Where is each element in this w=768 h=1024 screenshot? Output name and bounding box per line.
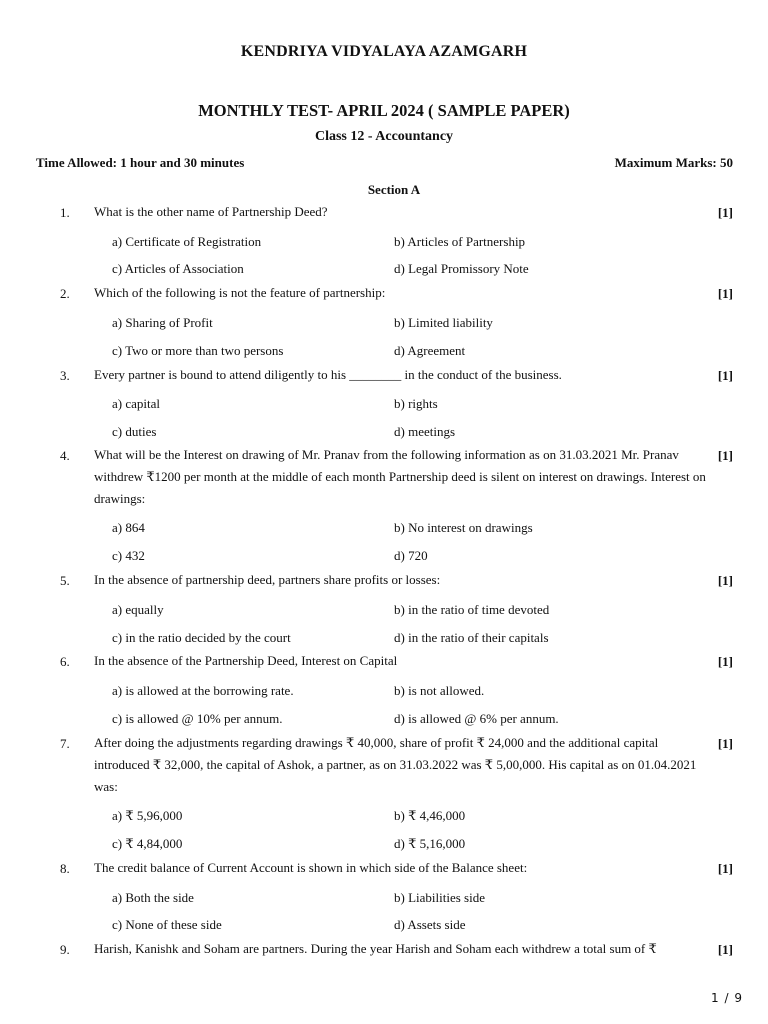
option-c: c) ₹ 4,84,000 [112, 836, 183, 851]
question-number: 1. [60, 205, 70, 220]
option-d: d) meetings [394, 424, 456, 439]
school-name: KENDRIYA VIDYALAYA AZAMGARH [240, 43, 528, 60]
option-a: a) is allowed at the borrowing rate. [112, 683, 294, 698]
option-a: a) 864 [112, 520, 145, 535]
question-text: What is the other name of Partnership Deed? [94, 204, 328, 219]
section-heading: Section A [367, 182, 421, 197]
option-d: d) ₹ 5,16,000 [394, 836, 466, 851]
time-allowed: Time Allowed: 1 hour and 30 minutes [36, 155, 245, 170]
option-b: b) Liabilities side [394, 890, 485, 905]
question-marks: [1] [717, 736, 733, 751]
question-marks: [1] [717, 448, 733, 463]
option-b: b) rights [394, 396, 438, 411]
option-d: d) Legal Promissory Note [394, 261, 529, 276]
question-text: Every partner is bound to attend diligently to his ________ in the conduct of the business. [94, 367, 562, 382]
option-d: d) Assets side [394, 917, 466, 932]
question-text: What will be the Interest on drawing of Mr. Pranav from the following information as on 31.03.2021 Mr. Pranav withdrew ₹1200 per month at the middle of each month Partnership deed is silent on interest on drawings. Interest on drawings: [94, 447, 706, 506]
option-a: a) Certificate of Registration [112, 234, 262, 249]
question-text: In the absence of partnership deed, partners share profits or losses: [94, 572, 441, 587]
option-c: c) 432 [112, 548, 145, 563]
test-title: MONTHLY TEST- APRIL 2024 ( SAMPLE PAPER) [198, 101, 570, 120]
question-marks: [1] [717, 205, 733, 220]
option-b: b) in the ratio of time devoted [394, 602, 550, 617]
question-text: Harish, Kanishk and Soham are partners. During the year Harish and Soham each withdrew a total sum of ₹ [94, 941, 657, 956]
question-number: 9. [60, 942, 70, 957]
option-c: c) is allowed @ 10% per annum. [112, 711, 283, 726]
question-marks: [1] [717, 861, 733, 876]
question-number: 7. [60, 736, 70, 751]
option-c: c) Articles of Association [112, 261, 244, 276]
option-a: a) capital [112, 396, 160, 411]
question-marks: [1] [717, 286, 733, 301]
question-number: 8. [60, 861, 70, 876]
question-number: 5. [60, 573, 70, 588]
question-text: In the absence of the Partnership Deed, Interest on Capital [94, 653, 398, 668]
option-a: a) equally [112, 602, 164, 617]
option-d: d) Agreement [394, 343, 466, 358]
question-marks: [1] [717, 573, 733, 588]
option-b: b) Limited liability [394, 315, 493, 330]
option-c: c) None of these side [112, 917, 222, 932]
option-d: d) 720 [394, 548, 428, 563]
option-a: a) Sharing of Profit [112, 315, 213, 330]
option-b: b) ₹ 4,46,000 [394, 808, 466, 823]
question-number: 4. [60, 448, 70, 463]
question-marks: [1] [717, 368, 733, 383]
question-marks: [1] [717, 654, 733, 669]
maximum-marks: Maximum Marks: 50 [614, 155, 733, 170]
option-c: c) in the ratio decided by the court [112, 630, 291, 645]
option-b: b) Articles of Partnership [394, 234, 526, 249]
class-subject: Class 12 - Accountancy [314, 129, 454, 144]
option-b: b) is not allowed. [394, 683, 485, 698]
question-text: Which of the following is not the feature of partnership: [94, 285, 386, 300]
question-text: The credit balance of Current Account is shown in which side of the Balance sheet: [94, 860, 528, 875]
option-c: c) Two or more than two persons [112, 343, 284, 358]
option-b: b) No interest on drawings [394, 520, 533, 535]
question-number: 2. [60, 286, 70, 301]
question-text: After doing the adjustments regarding drawings ₹ 40,000, share of profit ₹ 24,000 and the additional capital introduced ₹ 32,000, the capital of Ashok, a partner, as on 31.03.2022 was ₹ 5,00,000. His capital as on 01.04.2021 was: [94, 735, 697, 794]
option-d: d) is allowed @ 6% per annum. [394, 711, 559, 726]
question-number: 3. [60, 368, 70, 383]
option-a: a) Both the side [112, 890, 194, 905]
option-a: a) ₹ 5,96,000 [112, 808, 183, 823]
question-marks: [1] [717, 942, 733, 957]
option-c: c) duties [112, 424, 157, 439]
page-indicator: 1 / 9 [711, 991, 743, 1005]
option-d: d) in the ratio of their capitals [394, 630, 549, 645]
question-number: 6. [60, 654, 70, 669]
